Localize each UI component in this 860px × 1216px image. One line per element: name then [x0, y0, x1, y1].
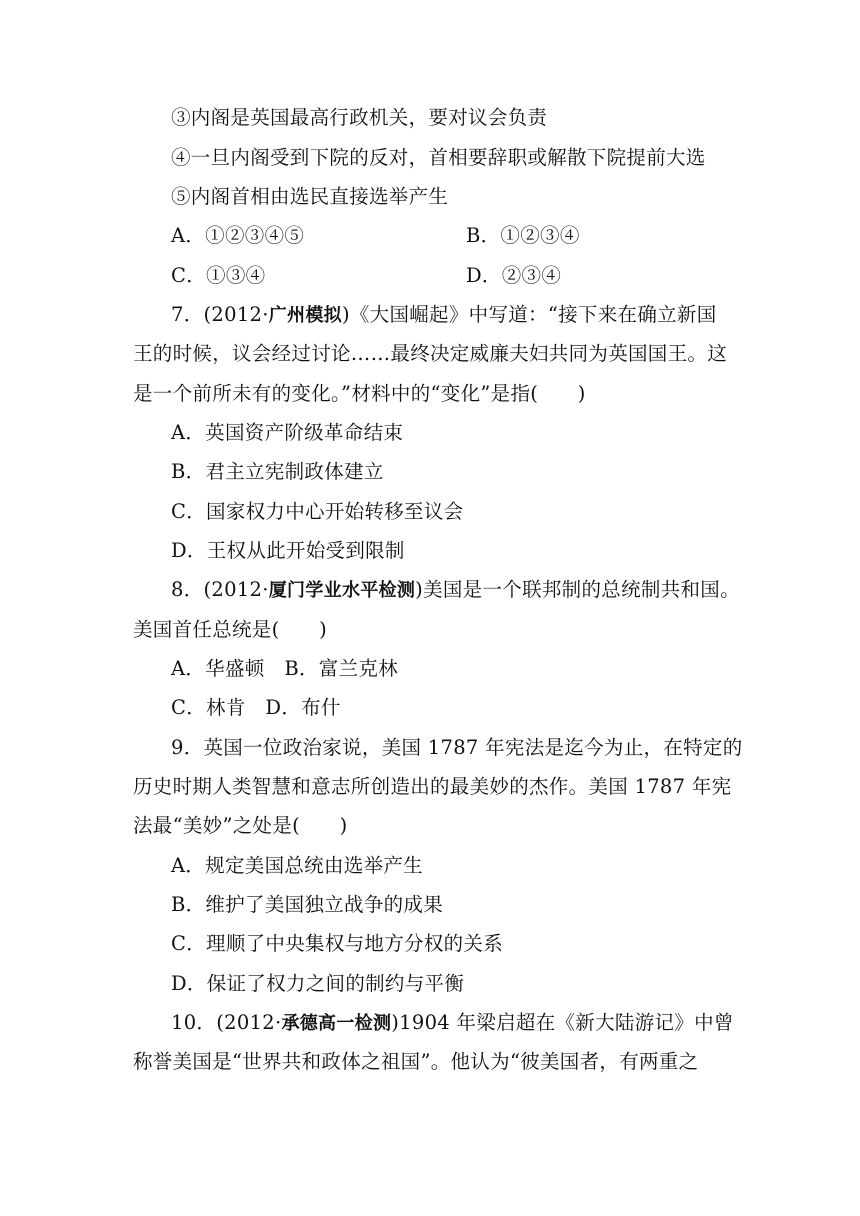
q8-options-cd: C．林肯 D．布什	[171, 696, 341, 719]
q8-number: 8．(2012·	[171, 578, 269, 601]
q6-option-a: A．①②③④⑤	[171, 224, 305, 247]
q8-stem-line-1	[171, 578, 771, 603]
q9-option-a: A．规定美国总统由选举产生	[171, 854, 423, 877]
q7-option-d: D．王权从此开始受到限制	[171, 539, 405, 562]
q9-option-b: B．维护了美国独立战争的成果	[171, 893, 444, 916]
q7-option-b: B．君主立宪制政体建立	[171, 460, 384, 483]
q9-option-d: D．保证了权力之间的制约与平衡	[171, 972, 465, 995]
q6-option-c: C．①③④	[171, 264, 266, 287]
q6-item-3: ③内阁是英国最高行政机关，要对议会负责	[171, 106, 548, 129]
q7-stem-line-3: 是一个前所未有的变化。”材料中的“变化”是指( )	[133, 382, 586, 405]
q7-source: 广州模拟	[268, 305, 342, 326]
q9-stem-line-2: 历史时期人类智慧和意志所创造出的最美妙的杰作。美国 1787 年宪	[133, 775, 732, 798]
q10-source: 承德高一检测	[281, 1013, 392, 1034]
q7-option-a: A．英国资产阶级革命结束	[171, 421, 404, 444]
q7-stem-text: )《大国崛起》中写道：“接下来在确立新国	[341, 303, 717, 326]
q9-stem-line-1: 9．英国一位政治家说，美国 1787 年宪法是迄今为止，在特定的	[171, 736, 743, 759]
q7-option-c: C．国家权力中心开始转移至议会	[171, 500, 464, 523]
q8-stem-text: )美国是一个联邦制的总统制共和国。	[415, 578, 740, 601]
q6-option-b: B．①②③④	[466, 224, 580, 247]
q10-number: 10．(2012·	[171, 1011, 282, 1034]
q8-source: 厦门学业水平检测	[268, 580, 416, 601]
q7-stem-line-1	[171, 303, 771, 328]
q6-item-5: ⑤内阁首相由选民直接选举产生	[171, 185, 449, 208]
q6-item-4: ④一旦内阁受到下院的反对，首相要辞职或解散下院提前大选	[171, 146, 706, 169]
q9-stem-line-3: 法最“美妙”之处是( )	[133, 814, 348, 837]
q8-options-ab: A．华盛顿 B．富兰克林	[171, 657, 399, 680]
q7-stem-line-2: 王的时候，议会经过讨论……最终决定威廉夫妇共同为英国国王。这	[133, 342, 728, 365]
q10-stem-line-2: 称誉美国是“世界共和政体之祖国”。他认为“彼美国者，有两重之	[133, 1050, 699, 1073]
q10-stem-text: )1904 年梁启超在《新大陆游记》中曾	[391, 1011, 734, 1034]
q10-stem-line-1	[171, 1011, 771, 1036]
q7-number: 7．(2012·	[171, 303, 269, 326]
q6-option-d: D．②③④	[466, 264, 562, 287]
q8-stem-line-2: 美国首任总统是( )	[133, 618, 328, 641]
q9-option-c: C．理顺了中央集权与地方分权的关系	[171, 932, 504, 955]
